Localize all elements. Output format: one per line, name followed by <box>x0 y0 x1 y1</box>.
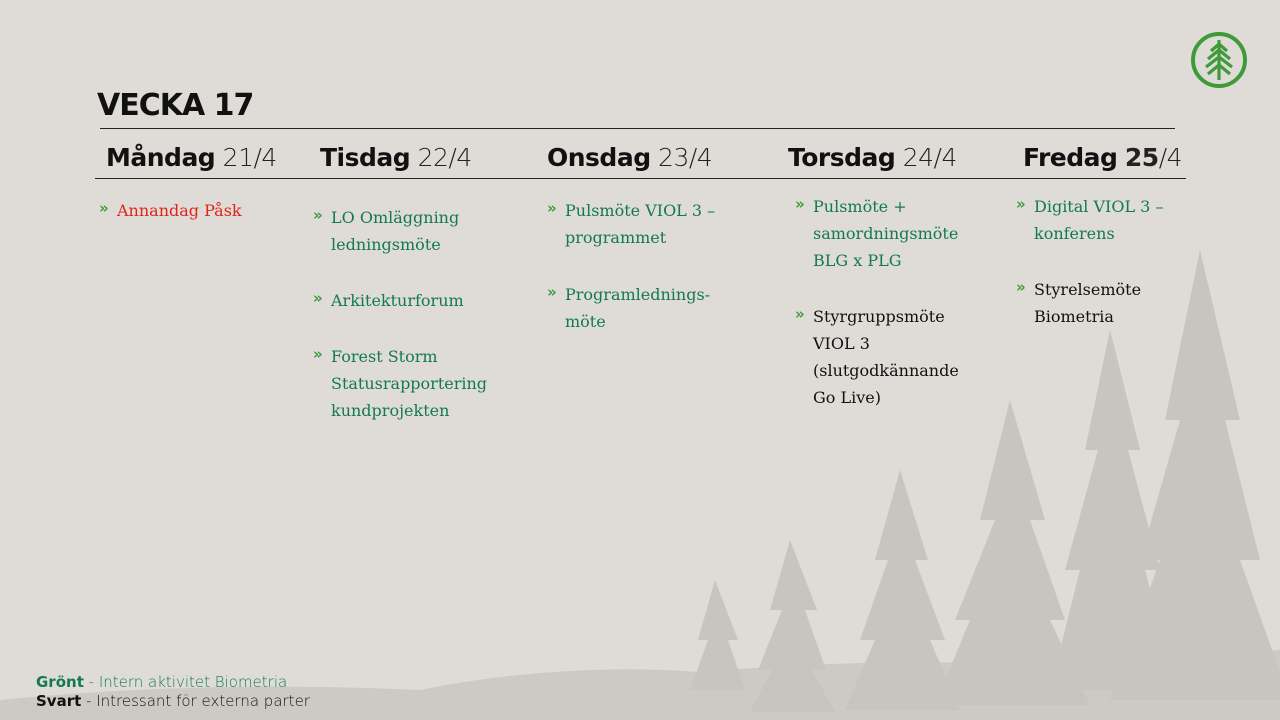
event-text: Digital VIOL 3 – konferens <box>1034 197 1164 243</box>
day-header-monday <box>106 143 277 172</box>
legend-desc: - Intern aktivitet Biometria <box>83 673 288 691</box>
day-date: 21/4 <box>222 143 277 172</box>
legend-black <box>36 692 310 710</box>
day-column-wednesday <box>547 197 757 335</box>
event-item <box>313 204 513 258</box>
event-text: Arkitekturforum <box>331 291 464 310</box>
day-name: Tisdag <box>320 143 411 172</box>
event-item <box>547 281 757 335</box>
day-column-thursday <box>795 193 995 411</box>
event-text: LO Omläggning ledningsmöte <box>331 208 460 254</box>
header-divider <box>95 178 1186 179</box>
day-header-tuesday <box>320 143 472 172</box>
day-date-rest: /4 <box>1158 143 1183 172</box>
double-chevron-right-icon: » <box>1016 278 1026 296</box>
double-chevron-right-icon: » <box>795 195 805 213</box>
day-column-monday <box>99 197 289 224</box>
title-divider <box>100 128 1175 129</box>
legend-desc: - Intressant för externa parter <box>81 692 310 710</box>
event-text: Programlednings- möte <box>565 285 711 331</box>
event-item <box>795 303 995 411</box>
biometria-tree-logo-icon <box>1190 31 1248 89</box>
double-chevron-right-icon: » <box>795 305 805 323</box>
day-date: 22/4 <box>417 143 472 172</box>
event-text: Styrgruppsmöte VIOL 3 (slutgodkännande Go Live) <box>813 307 959 407</box>
event-item <box>99 197 289 224</box>
day-date-bold: 25 <box>1124 143 1159 172</box>
day-column-friday <box>1016 193 1216 330</box>
legend-key: Svart <box>36 692 82 710</box>
day-header-thursday <box>788 143 957 172</box>
page-title: VECKA 17 <box>97 88 254 123</box>
double-chevron-right-icon: » <box>313 345 323 363</box>
day-date <box>1125 143 1182 172</box>
event-text: Annandag Påsk <box>117 201 242 220</box>
event-item <box>313 287 513 314</box>
event-item <box>1016 193 1216 247</box>
event-text: Pulsmöte VIOL 3 – programmet <box>565 201 716 247</box>
double-chevron-right-icon: » <box>547 283 557 301</box>
event-item <box>547 197 757 251</box>
day-name: Onsdag <box>547 143 651 172</box>
day-name: Måndag <box>106 143 216 172</box>
legend-green <box>36 673 287 691</box>
event-text: Pulsmöte + samordningsmöte BLG x PLG <box>813 197 959 270</box>
double-chevron-right-icon: » <box>313 289 323 307</box>
double-chevron-right-icon: » <box>1016 195 1026 213</box>
day-date: 24/4 <box>902 143 957 172</box>
double-chevron-right-icon: » <box>313 206 323 224</box>
day-header-friday <box>1023 143 1182 172</box>
legend-key: Grönt <box>36 673 84 691</box>
day-column-tuesday <box>313 204 513 424</box>
day-name: Fredag <box>1023 143 1118 172</box>
event-text: Styrelsemöte Biometria <box>1034 280 1142 326</box>
event-item <box>313 343 513 424</box>
day-header-wednesday <box>547 143 712 172</box>
event-item <box>1016 276 1216 330</box>
double-chevron-right-icon: » <box>99 199 109 217</box>
event-item <box>795 193 995 274</box>
double-chevron-right-icon: » <box>547 199 557 217</box>
event-text: Forest Storm Statusrapportering kundprojekten <box>331 347 488 420</box>
day-date: 23/4 <box>658 143 713 172</box>
day-name: Torsdag <box>788 143 896 172</box>
